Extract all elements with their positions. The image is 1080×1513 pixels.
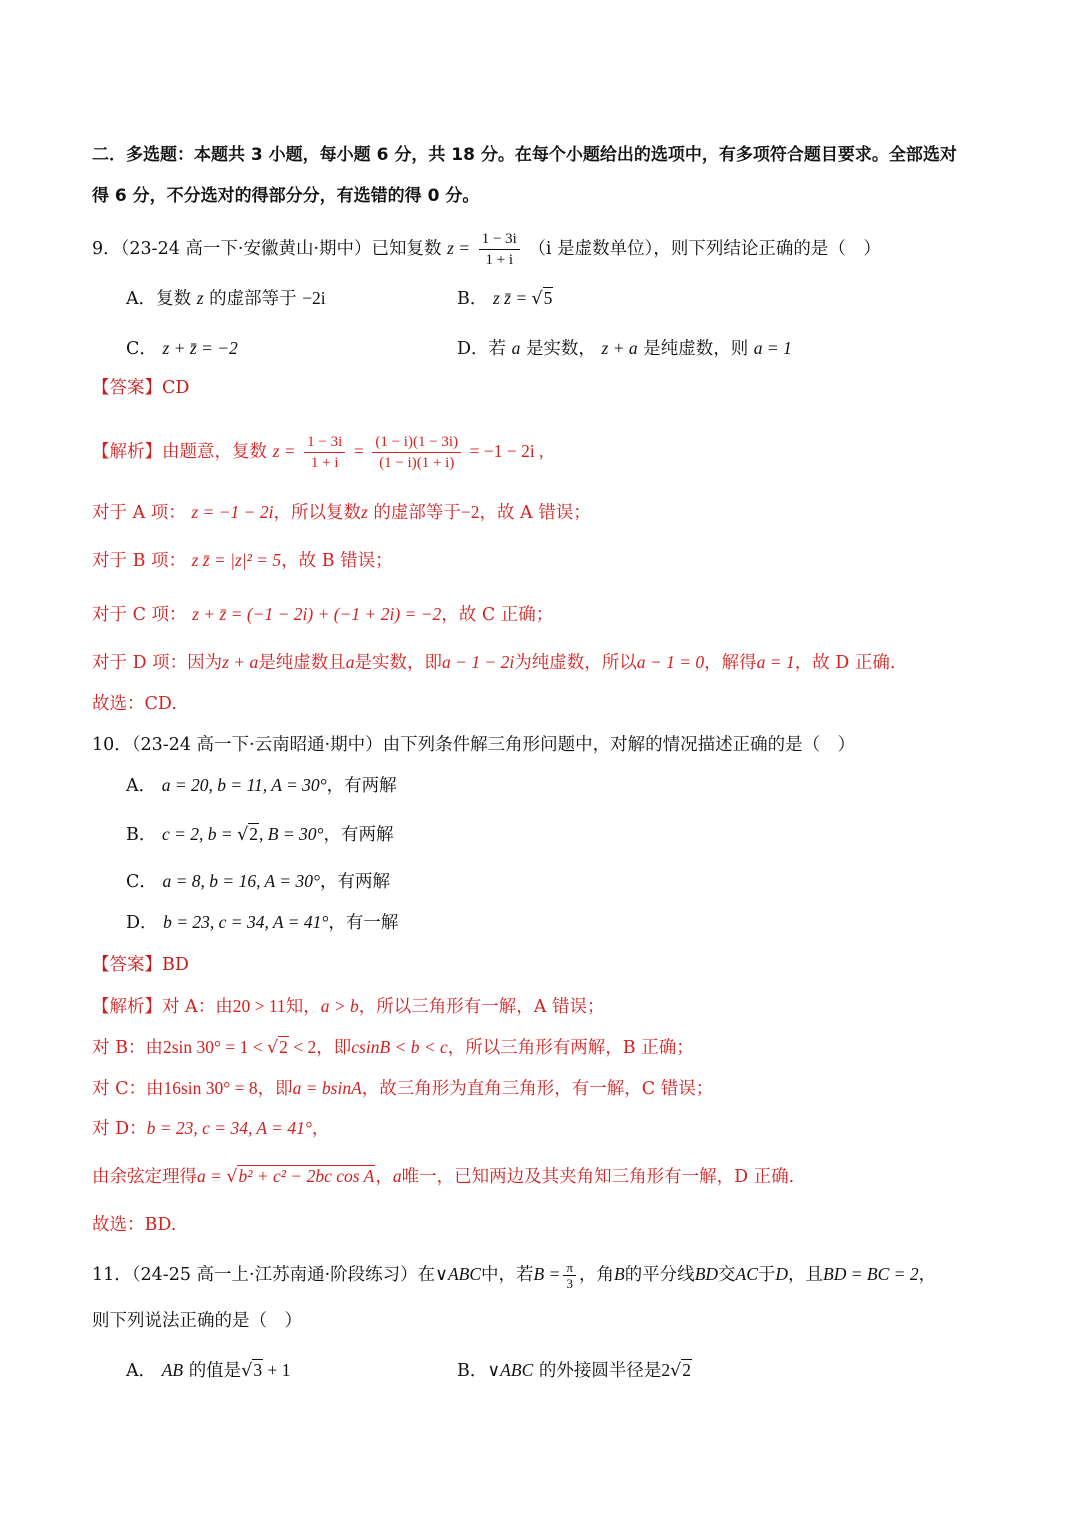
sqrt-icon: √ bbox=[531, 289, 543, 309]
q9-analysis-a-math: z = −1 − 2i bbox=[191, 502, 274, 522]
q9-analysis-d bbox=[92, 649, 895, 676]
q9-analysis-d-end: ，故 D 正确. bbox=[794, 653, 896, 673]
q11-stem bbox=[92, 1260, 936, 1291]
q10-analysis-cosine-math1: a = bbox=[197, 1166, 227, 1186]
sqrt-icon: √ bbox=[670, 1361, 682, 1381]
q11-option-a-ab: AB bbox=[161, 1360, 184, 1380]
q10-option-b bbox=[126, 821, 394, 848]
q10-option-b-label: B． bbox=[126, 825, 157, 845]
q9-analysis-a-z: z bbox=[360, 502, 368, 522]
q11-b: B bbox=[613, 1264, 625, 1284]
q10-option-c-text: ，有两解 bbox=[319, 872, 390, 892]
q10-option-b-math2: , B = 30° bbox=[259, 824, 324, 844]
q9-analysis-a-val: −2 bbox=[460, 502, 480, 522]
q9-analysis-frac2-num: (1 − i)(1 − 3i) bbox=[372, 432, 461, 453]
q11-option-b bbox=[457, 1357, 692, 1384]
q10-option-b-text: ，有两解 bbox=[323, 825, 394, 845]
q9-z-eq: z = bbox=[447, 238, 471, 258]
q10-option-b-radicand: 2 bbox=[249, 824, 258, 844]
q11-prefix: 11．（24-25 高一上·江苏南通·阶段练习）在 bbox=[92, 1265, 436, 1285]
q10-option-d-label: D． bbox=[126, 913, 158, 933]
q9-option-b-label: B． bbox=[457, 289, 488, 309]
q9-analysis-b bbox=[92, 547, 393, 574]
q9-analysis-frac1-num: 1 − 3i bbox=[304, 432, 345, 453]
q10-answer: 【答案】BD bbox=[92, 955, 189, 975]
q9-option-a-text: 的虚部等于 bbox=[209, 289, 297, 309]
q9-option-d-text1: 是实数， bbox=[525, 339, 596, 359]
sqrt-icon: √ bbox=[226, 1167, 238, 1187]
q9-analysis-d-text1: 是纯虚数且 bbox=[258, 653, 346, 673]
q9-frac-num: 1 − 3i bbox=[479, 229, 520, 250]
q11-option-a-tail: + 1 bbox=[263, 1360, 291, 1380]
q11-triangle: ∨ABC bbox=[435, 1264, 482, 1284]
q9-analysis-d-math4: a = 1 bbox=[756, 652, 795, 672]
q11-option-b-triangle: ∨ABC bbox=[487, 1360, 534, 1380]
q10-option-a-label: A． bbox=[126, 776, 157, 796]
q9-analysis-c-label: 对于 C 项： bbox=[92, 605, 187, 625]
q10-analysis-d bbox=[92, 1115, 329, 1142]
q9-analysis-d-text2: 是实数，即 bbox=[354, 653, 443, 673]
q9-analysis-d-math3: a − 1 = 0 bbox=[636, 652, 705, 672]
q10-option-a-text: ，有两解 bbox=[326, 776, 397, 796]
q10-analysis-a-math2: a > b bbox=[320, 996, 359, 1016]
q10-analysis-c bbox=[92, 1075, 713, 1102]
q9-analysis-a bbox=[92, 499, 591, 526]
q11-text5: 于 bbox=[757, 1265, 776, 1285]
q9-analysis-b-math: z z̄ = |z|² = 5 bbox=[191, 550, 282, 570]
q11-stem-line2: 则下列说法正确的是（ ） bbox=[92, 1311, 302, 1331]
q10-analysis-c-label: 对 C：由 bbox=[92, 1079, 164, 1099]
q9-analysis-z: z = bbox=[272, 441, 296, 461]
q11-option-a bbox=[126, 1357, 290, 1384]
q10-analysis-b-math1: 2sin 30° = 1 < bbox=[162, 1037, 267, 1057]
q11-frac-den: 3 bbox=[566, 1276, 573, 1291]
sqrt-icon: √ bbox=[237, 825, 249, 845]
q10-analysis-b-math2: < 2 bbox=[288, 1037, 317, 1057]
q10-analysis-cosine-text1: ， bbox=[375, 1167, 393, 1187]
q9-option-c-math: z + z̄ = −2 bbox=[162, 338, 238, 358]
section-heading-line2: 得 6 分，不分选对的得部分分，有选错的得 0 分。 bbox=[92, 186, 480, 206]
q9-option-d bbox=[457, 335, 792, 362]
q10-analysis-c-math2: a = bsinA bbox=[292, 1078, 362, 1098]
q10-analysis-a-text2: ，所以三角形有一解，A 错误； bbox=[358, 997, 605, 1017]
q10-analysis-b-radicand: 2 bbox=[279, 1037, 288, 1057]
q9-analysis-d-a: a bbox=[345, 652, 355, 672]
q9-analysis-d-math2: a − 1 − 2i bbox=[442, 652, 515, 672]
q11-option-a-radicand: 3 bbox=[253, 1360, 263, 1380]
q9-analysis-frac2 bbox=[372, 432, 461, 473]
q10-analysis-cosine-a: a bbox=[392, 1166, 402, 1186]
q10-analysis-a-label: 【解析】对 A：由 bbox=[92, 997, 233, 1017]
q9-analysis-d-label: 对于 D 项：因为 bbox=[92, 653, 223, 673]
q9-choose: 故选：CD. bbox=[92, 694, 177, 714]
q11-text4: 交 bbox=[718, 1265, 736, 1285]
q11-text3: 的平分线 bbox=[624, 1265, 695, 1285]
q9-analysis-b-end: ，故 B 错误； bbox=[281, 551, 393, 571]
q10-analysis-cosine-text2: 唯一，已知两边及其夹角知三角形有一解，D 正确. bbox=[401, 1167, 795, 1187]
q11-fraction bbox=[563, 1260, 576, 1291]
q11-option-b-text: 的外接圆半径是 bbox=[538, 1361, 662, 1381]
q10-analysis-a-math1: 20 > 11 bbox=[232, 996, 286, 1016]
q9-suffix: （i 是虚数单位），则下列结论正确的是（ ） bbox=[528, 239, 881, 259]
q11-ac: AC bbox=[735, 1264, 758, 1284]
q10-option-c-math: a = 8, b = 16, A = 30° bbox=[162, 871, 320, 891]
q10-option-d bbox=[126, 909, 398, 936]
q9-option-d-a: a bbox=[511, 338, 521, 358]
q9-stem bbox=[92, 229, 881, 270]
q9-analysis-b-label: 对于 B 项： bbox=[92, 551, 186, 571]
q11-option-a-text: 的值是 bbox=[188, 1361, 242, 1381]
q10-analysis-a-text1: 知， bbox=[285, 997, 321, 1017]
q9-option-a-val: −2i bbox=[302, 288, 326, 308]
q9-option-d-math1: z + a bbox=[601, 338, 638, 358]
q9-analysis-label: 【解析】由题意，复数 bbox=[92, 442, 267, 462]
q10-analysis-b-text2: ，所以三角形有两解，B 正确； bbox=[447, 1038, 694, 1058]
q9-option-d-math2: a = 1 bbox=[753, 338, 792, 358]
q9-analysis-a-text: ，所以复数 bbox=[273, 503, 361, 523]
q10-analysis-b-label: 对 B：由 bbox=[92, 1038, 163, 1058]
q11-math1: BD = BC = 2 bbox=[823, 1264, 919, 1284]
q10-analysis-c-text2: ，故三角形为直角三角形，有一解，C 错误； bbox=[361, 1079, 714, 1099]
q9-analysis-d-math1: z + a bbox=[222, 652, 259, 672]
q11-text2: ，角 bbox=[578, 1265, 614, 1285]
sqrt-icon: √ bbox=[241, 1361, 253, 1381]
q9-analysis-c-math: z + z̄ = (−1 − 2i) + (−1 + 2i) = −2 bbox=[192, 604, 442, 624]
q10-option-a-math: a = 20, b = 11, A = 30° bbox=[161, 775, 327, 795]
q10-analysis-d-label: 对 D： bbox=[92, 1119, 147, 1139]
q10-option-d-math: b = 23, c = 34, A = 41° bbox=[163, 912, 329, 932]
section-heading-line1: 二．多选题：本题共 3 小题，每小题 6 分，共 18 分。在每个小题给出的选项中，有多项符合题目要求。全部选对 bbox=[92, 145, 957, 165]
q11-bd: BD bbox=[694, 1264, 719, 1284]
q10-analysis-a bbox=[92, 993, 604, 1020]
q11-option-b-pre: 2 bbox=[661, 1360, 671, 1380]
q9-option-a bbox=[126, 285, 326, 312]
q10-analysis-c-text1: ，即 bbox=[257, 1079, 293, 1099]
q11-frac-num: π bbox=[563, 1260, 576, 1276]
q11-d: D bbox=[775, 1264, 789, 1284]
q11-option-a-label: A． bbox=[126, 1361, 157, 1381]
q11-option-b-label: B． bbox=[457, 1361, 488, 1381]
q10-analysis-c-math1: 16sin 30° = 8 bbox=[163, 1078, 258, 1098]
q10-analysis-b-math3: csinB < b < c bbox=[351, 1037, 448, 1057]
q11-b-eq: B = bbox=[533, 1264, 561, 1284]
q10-analysis-cosine-radicand: b² + c² − 2bc cos A bbox=[238, 1166, 375, 1186]
q10-option-d-text: ，有一解 bbox=[328, 913, 399, 933]
q11-text1: 中，若 bbox=[481, 1265, 534, 1285]
q9-analysis-a-label: 对于 A 项： bbox=[92, 503, 186, 523]
q9-frac-den: 1 + i bbox=[485, 252, 514, 268]
q9-analysis: 【解析】由题意，复数 z = $\frac{1 - 3i}{1 + i}$ = $\frac{(1 - i)(1 - 3i)}{(1 - i)(1 + i)}$ = −1 − 2i , bbox=[92, 434, 544, 471]
q10-analysis-b-text1: ，即 bbox=[316, 1038, 352, 1058]
q9-option-c bbox=[126, 335, 238, 362]
q9-fraction bbox=[479, 229, 520, 270]
q10-option-c-label: C． bbox=[126, 872, 157, 892]
q9-analysis-frac1-den: 1 + i bbox=[310, 455, 339, 471]
q9-analysis-c-end: ，故 C 正确； bbox=[441, 605, 554, 625]
q10-option-a bbox=[126, 772, 397, 799]
q10-analysis-cosine bbox=[92, 1163, 794, 1190]
q9-option-a-label: A．复数 bbox=[126, 289, 192, 309]
q9-option-b-math: z z̄ = bbox=[492, 288, 532, 308]
q9-analysis-frac1 bbox=[304, 432, 345, 473]
q9-option-b-radicand: 5 bbox=[543, 288, 553, 308]
q10-option-c bbox=[126, 868, 390, 895]
q9-analysis-frac2-den: (1 − i)(1 + i) bbox=[379, 455, 455, 471]
q9-prefix: 9．（23-24 高一下·安徽黄山·期中）已知复数 bbox=[92, 239, 442, 259]
q9-option-c-label: C． bbox=[126, 339, 157, 359]
q9-option-d-label: D．若 bbox=[457, 339, 507, 359]
q10-analysis-cosine-label: 由余弦定理得 bbox=[92, 1167, 197, 1187]
q9-analysis-d-text3: 为纯虚数，所以 bbox=[514, 653, 637, 673]
q9-analysis-d-text4: ，解得 bbox=[704, 653, 757, 673]
q9-option-a-var: z bbox=[196, 288, 204, 308]
q9-answer: 【答案】CD bbox=[92, 378, 190, 398]
q10-analysis-d-end: ， bbox=[311, 1119, 330, 1139]
q11-text6: ，且 bbox=[788, 1265, 824, 1285]
q9-analysis-a-text2: 的虚部等于 bbox=[373, 503, 461, 523]
q10-choose: 故选：BD. bbox=[92, 1215, 177, 1235]
q9-analysis-c bbox=[92, 601, 553, 628]
sqrt-icon: √ bbox=[266, 1038, 279, 1058]
q9-analysis-a-end: ，故 A 错误； bbox=[479, 503, 591, 523]
q10-analysis-d-math: b = 23, c = 34, A = 41° bbox=[146, 1118, 312, 1138]
q11-text7: ， bbox=[918, 1265, 937, 1285]
q9-option-d-text2: 是纯虚数，则 bbox=[643, 339, 749, 359]
q9-option-b bbox=[457, 285, 553, 312]
q10-option-b-math1: c = 2, b = bbox=[161, 824, 238, 844]
q9-analysis-result: = −1 − 2i , bbox=[469, 441, 544, 461]
q10-analysis-b bbox=[92, 1034, 694, 1061]
q11-option-b-radicand: 2 bbox=[682, 1360, 691, 1380]
q10-stem: 10．（23-24 高一下·云南昭通·期中）由下列条件解三角形问题中，对解的情况描述正确的是（ ） bbox=[92, 735, 856, 755]
